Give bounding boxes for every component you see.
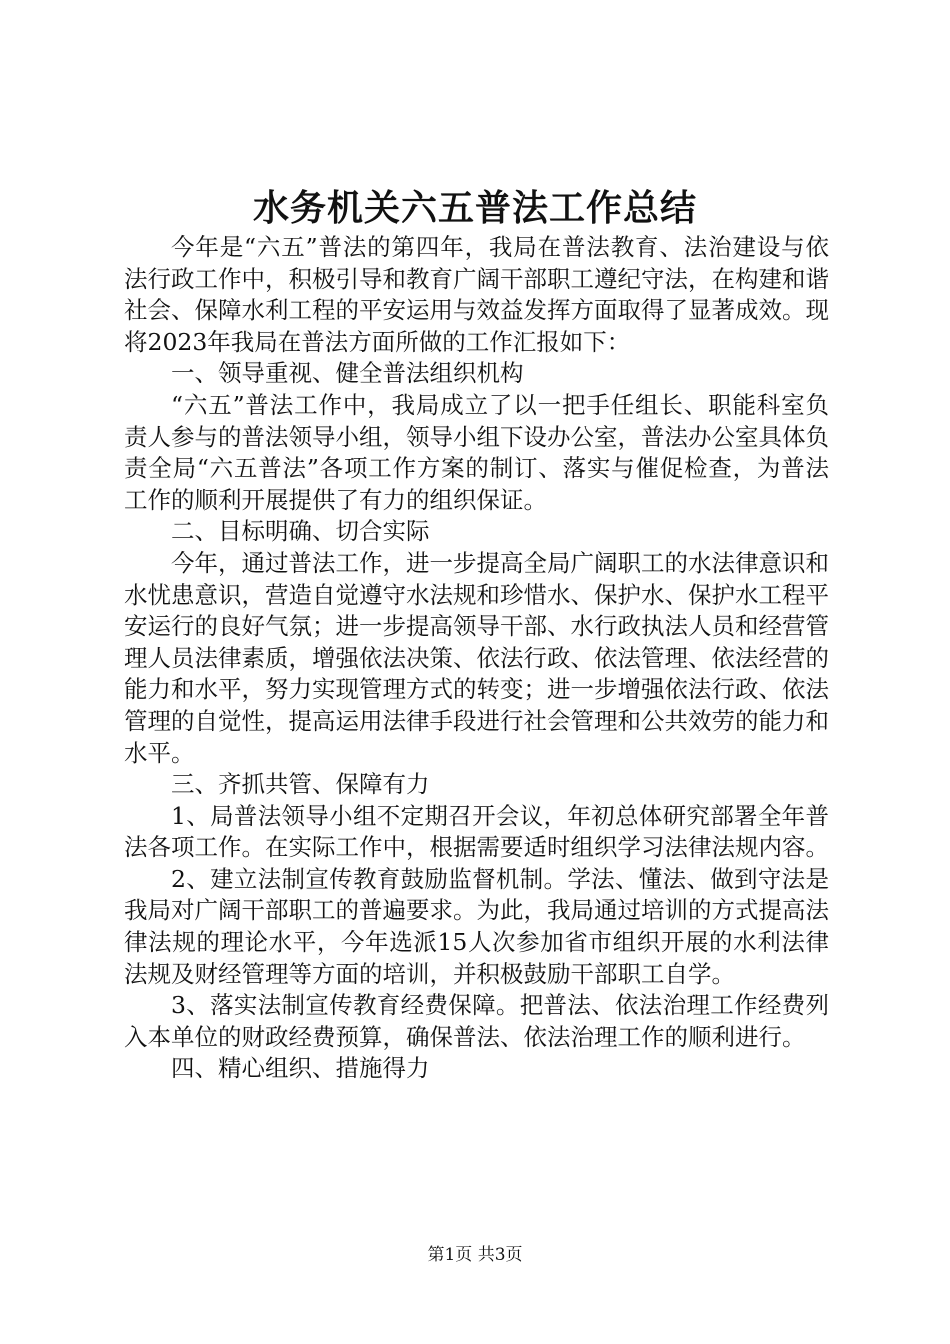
section-heading-1: 一、领导重视、健全普法组织机构 — [171, 359, 524, 388]
paragraph-intro: 今年是“六五”普法的第四年，我局在普法教育、法治建设与依法行政工作中，积极引导和教育广阔干部职工遵纪守法，在构建和谐社会、保障水利工程的平安运用与效益发挥方面取得了显著成效。现将2023年我局在普法方面所做的工作汇报如下： — [124, 233, 829, 356]
document-title: 水务机关六五普法工作总结 — [252, 187, 697, 229]
section-heading-3: 三、齐抓共管、保障有力 — [171, 770, 430, 799]
paragraph-item-2: 2、建立法制宣传教育鼓励监督机制。学法、懂法、做到守法是我局对广阔干部职工的普遍要求。为此，我局通过培训的方式提高法律法规的理论水平，今年选派15人次参加省市组织开展的水利法律法规及财经管理等方面的培训，并积极鼓励干部职工自学。 — [124, 864, 829, 988]
paragraph-item-3: 3、落实法制宣传教育经费保障。把普法、依法治理工作经费列入本单位的财政经费预算，确保普法、依法治理工作的顺利进行。 — [124, 991, 829, 1051]
paragraph-item-1: 1、局普法领导小组不定期召开会议，年初总体研究部署全年普法各项工作。在实际工作中，根据需要适时组织学习法律法规内容。 — [124, 801, 829, 862]
paragraph-section-1: “六五”普法工作中，我局成立了以一把手任组长、职能科室负责人参与的普法领导小组，领导小组下设办公室，普法办公室具体负责全局“六五普法”各项工作方案的制订、落实与催促检查，为普法工作的顺利开展提供了有力的组织保证。 — [124, 390, 829, 514]
document-body — [124, 232, 829, 1085]
paragraph-section-2: 今年，通过普法工作，进一步提高全局广阔职工的水法律意识和水忧患意识，营造自觉遵守水法规和珍惜水、保护水、保护水工程平安运行的良好气氛；进一步提高领导干部、水行政执法人员和经营管理人员法律素质，增强依法决策、依法行政、依法管理、依法经营的能力和水平，努力实现管理方式的转变；进一步增强依法行政、依法管理的自觉性，提高运用法律手段进行社会管理和公共效劳的能力和水平。 — [124, 548, 829, 767]
page-number-footer: 第1页 共3页 — [427, 1245, 523, 1265]
section-heading-4: 四、精心组织、措施得力 — [171, 1054, 430, 1083]
section-heading-2: 二、目标明确、切合实际 — [171, 517, 430, 546]
